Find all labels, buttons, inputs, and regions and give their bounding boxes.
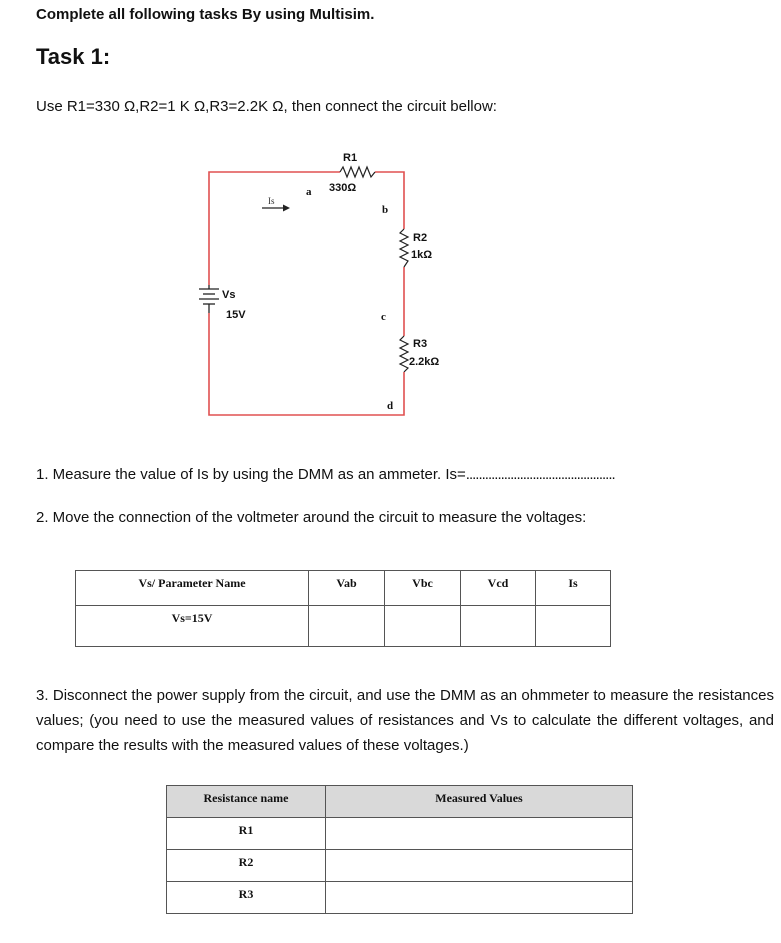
measured-value-r1-cell[interactable]: [326, 818, 633, 850]
header-vbc: Vbc: [385, 571, 461, 606]
intro-text: Use R1=330 Ω,R2=1 K Ω,R3=2.2K Ω, then connect the circuit bellow:: [36, 98, 497, 115]
header-measured-values: Measured Values: [326, 786, 633, 818]
r1-value: 330Ω: [329, 182, 357, 194]
r3-resistor: [400, 336, 408, 372]
voltage-table-header-row: [76, 571, 611, 606]
source-label: Vs: [222, 289, 236, 301]
task-title: Task 1:: [36, 44, 111, 69]
node-b-label: b: [382, 204, 389, 216]
resistance-table-header-row: [167, 786, 633, 818]
row-label-vs: Vs=15V: [76, 606, 309, 647]
voltage-table: [75, 570, 611, 647]
vcd-value-cell[interactable]: [461, 606, 536, 647]
r2-value: 1kΩ: [411, 249, 433, 261]
question-2: 2. Move the connection of the voltmeter around the circuit to measure the voltages:: [36, 509, 587, 526]
resistance-row-r1: [167, 818, 633, 850]
header-resistance-name: Resistance name: [167, 786, 326, 818]
current-arrow-icon: [262, 205, 290, 212]
source-value: 15V: [226, 309, 246, 321]
r1-resistor: [340, 167, 375, 177]
node-a-label: a: [306, 186, 312, 198]
question-3: 3. Disconnect the power supply from the circuit, and use the DMM as an ohmmeter to measure the resistances values; (you need to use the measured values of resistances and Vs to calculate the different voltages, and compare the results with the measured values of these voltages.): [36, 687, 774, 754]
voltage-table-row: [76, 606, 611, 647]
current-label: Is: [268, 196, 275, 206]
header-vs-parameter: Vs/ Parameter Name: [76, 571, 309, 606]
r2-label: R2: [413, 232, 428, 244]
battery-symbol: [199, 285, 219, 313]
r3-label: R3: [413, 338, 428, 350]
resistance-name-r2: R2: [167, 850, 326, 882]
document-heading: Complete all following tasks By using Multisim.: [36, 6, 375, 23]
resistance-row-r2: [167, 850, 633, 882]
header-vab: Vab: [309, 571, 385, 606]
question-1-blank: ...............................................: [465, 466, 615, 483]
measured-value-r2-cell[interactable]: [326, 850, 633, 882]
r1-label: R1: [343, 152, 358, 164]
is-value-cell[interactable]: [536, 606, 611, 647]
resistance-name-r1: R1: [167, 818, 326, 850]
r3-value: 2.2kΩ: [409, 356, 440, 368]
r2-resistor: [400, 229, 408, 267]
vbc-value-cell[interactable]: [385, 606, 461, 647]
circuit-wires: [209, 172, 404, 415]
node-c-label: c: [381, 311, 386, 323]
circuit-diagram: [0, 0, 781, 460]
resistance-name-r3: R3: [167, 882, 326, 914]
vab-value-cell[interactable]: [309, 606, 385, 647]
question-1: [36, 466, 615, 483]
header-vcd: Vcd: [461, 571, 536, 606]
node-d-label: d: [387, 400, 394, 412]
resistance-table: [166, 785, 633, 914]
question-1-text: 1. Measure the value of Is by using the DMM as an ammeter. Is=: [36, 466, 466, 483]
measured-value-r3-cell[interactable]: [326, 882, 633, 914]
header-is: Is: [536, 571, 611, 606]
resistance-row-r3: [167, 882, 633, 914]
